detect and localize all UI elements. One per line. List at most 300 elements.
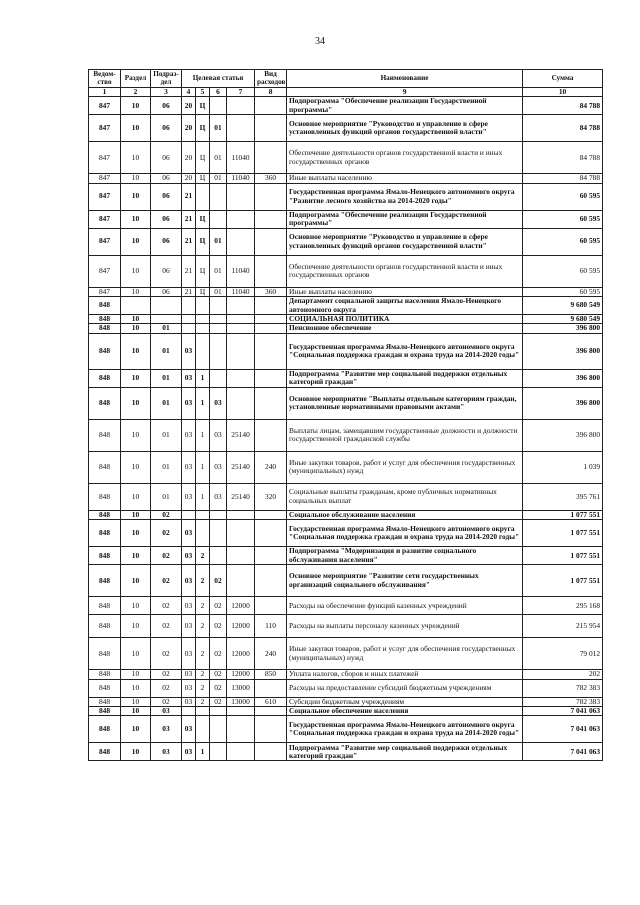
col-number: 2: [121, 87, 151, 96]
cell-target-1: 20: [182, 142, 196, 174]
cell-name: Расходы на обеспечение функций казенных учреждений: [287, 597, 523, 615]
col-number: 9: [287, 87, 523, 96]
cell-target-4: [227, 565, 255, 597]
cell-ved: 848: [89, 451, 121, 483]
cell-target-4: 13000: [227, 679, 255, 697]
cell-podrazdel: 03: [151, 716, 182, 743]
cell-sum: 396 800: [523, 387, 603, 419]
cell-sum: 60 595: [523, 287, 603, 296]
cell-vid: [255, 565, 287, 597]
cell-name: Субсидии бюджетным учреждениям: [287, 697, 523, 706]
cell-target-1: 03: [182, 716, 196, 743]
col-number: 1: [89, 87, 121, 96]
cell-sum: 60 595: [523, 255, 603, 287]
cell-target-2: [196, 707, 210, 716]
cell-target-3: 02: [210, 597, 227, 615]
cell-razdel: 10: [121, 565, 151, 597]
cell-ved: 848: [89, 520, 121, 547]
cell-target-4: [227, 97, 255, 115]
table-row: [89, 228, 603, 255]
cell-razdel: 10: [121, 369, 151, 387]
cell-vid: [255, 210, 287, 228]
cell-name: Обеспечение деятельности органов государственной власти и иных государственных органов: [287, 142, 523, 174]
cell-podrazdel: 02: [151, 565, 182, 597]
cell-target-4: [227, 547, 255, 565]
cell-podrazdel: 06: [151, 183, 182, 210]
col-number: 7: [227, 87, 255, 96]
cell-name: Подпрограмма "Модернизация и развитие социального обслуживания населения": [287, 547, 523, 565]
budget-table: [88, 69, 603, 761]
cell-target-1: 03: [182, 638, 196, 670]
cell-ved: 848: [89, 315, 121, 324]
table-row: [89, 287, 603, 296]
cell-target-1: 03: [182, 679, 196, 697]
cell-vid: [255, 387, 287, 419]
cell-target-4: 13000: [227, 697, 255, 706]
cell-target-1: 21: [182, 183, 196, 210]
cell-razdel: 10: [121, 547, 151, 565]
cell-target-4: [227, 297, 255, 315]
cell-sum: 295 168: [523, 597, 603, 615]
cell-target-3: 01: [210, 174, 227, 183]
cell-vid: [255, 115, 287, 142]
cell-sum: 84 788: [523, 97, 603, 115]
table-row: [89, 697, 603, 706]
cell-target-4: 25140: [227, 419, 255, 451]
cell-target-3: [210, 743, 227, 761]
page-number: 34: [315, 36, 325, 47]
cell-target-4: 11040: [227, 255, 255, 287]
cell-target-3: 03: [210, 451, 227, 483]
cell-name: Основное мероприятие "Развитие сети государственных организаций социального обслуживания": [287, 565, 523, 597]
cell-podrazdel: [151, 297, 182, 315]
table-row: [89, 743, 603, 761]
cell-ved: 848: [89, 565, 121, 597]
cell-name: Иные выплаты населению: [287, 287, 523, 296]
cell-name: Обеспечение деятельности органов государственной власти и иных государственных органов: [287, 255, 523, 287]
cell-target-4: 11040: [227, 174, 255, 183]
cell-target-3: 02: [210, 565, 227, 597]
cell-target-3: 03: [210, 483, 227, 510]
cell-target-3: 02: [210, 615, 227, 638]
table-row: [89, 510, 603, 519]
cell-podrazdel: 06: [151, 115, 182, 142]
cell-ved: 848: [89, 597, 121, 615]
cell-target-2: 2: [196, 679, 210, 697]
cell-sum: 396 800: [523, 369, 603, 387]
cell-target-3: 02: [210, 670, 227, 679]
cell-podrazdel: 03: [151, 707, 182, 716]
cell-razdel: 10: [121, 228, 151, 255]
cell-target-3: [210, 547, 227, 565]
table-row: [89, 333, 603, 369]
cell-razdel: 10: [121, 287, 151, 296]
table-row: [89, 115, 603, 142]
table-row: [89, 638, 603, 670]
cell-ved: 848: [89, 297, 121, 315]
cell-vid: [255, 324, 287, 333]
cell-target-1: 20: [182, 97, 196, 115]
cell-vid: [255, 716, 287, 743]
table-row: [89, 324, 603, 333]
cell-target-3: 01: [210, 255, 227, 287]
cell-sum: 202: [523, 670, 603, 679]
cell-razdel: 10: [121, 255, 151, 287]
cell-ved: 848: [89, 743, 121, 761]
cell-razdel: 10: [121, 142, 151, 174]
cell-target-4: [227, 210, 255, 228]
cell-ved: 847: [89, 97, 121, 115]
cell-razdel: 10: [121, 483, 151, 510]
cell-razdel: 10: [121, 597, 151, 615]
header-vid: Вид расходов: [255, 70, 287, 88]
cell-target-1: 03: [182, 565, 196, 597]
cell-sum: 60 595: [523, 210, 603, 228]
cell-name: Иные закупки товаров, работ и услуг для обеспечения государственных (муниципальных) нужд: [287, 638, 523, 670]
cell-vid: 360: [255, 287, 287, 296]
cell-target-1: 03: [182, 615, 196, 638]
cell-vid: 850: [255, 670, 287, 679]
cell-name: Государственная программа Ямало-Ненецкого автономного округа "Развитие лесного хозяйства на 2014-2020 годы": [287, 183, 523, 210]
table-row: [89, 387, 603, 419]
table-body: [89, 97, 603, 761]
cell-target-4: [227, 369, 255, 387]
cell-razdel: 10: [121, 743, 151, 761]
cell-target-3: [210, 183, 227, 210]
cell-target-4: [227, 716, 255, 743]
cell-ved: 848: [89, 707, 121, 716]
cell-target-4: 12000: [227, 597, 255, 615]
cell-razdel: 10: [121, 210, 151, 228]
cell-target-1: [182, 324, 196, 333]
cell-sum: 7 041 063: [523, 707, 603, 716]
cell-name: Государственная программа Ямало-Ненецкого автономного округа "Социальная поддержка граждан и охрана труда на 2014-2020 годы": [287, 520, 523, 547]
cell-sum: 84 788: [523, 115, 603, 142]
header-sum: Сумма: [523, 70, 603, 88]
cell-target-3: [210, 520, 227, 547]
table-row: [89, 451, 603, 483]
cell-target-1: 21: [182, 287, 196, 296]
cell-podrazdel: 02: [151, 679, 182, 697]
cell-ved: 848: [89, 697, 121, 706]
cell-sum: 84 788: [523, 174, 603, 183]
cell-target-2: [196, 315, 210, 324]
cell-target-2: [196, 183, 210, 210]
col-number: 5: [196, 87, 210, 96]
cell-target-2: [196, 297, 210, 315]
table-row: [89, 315, 603, 324]
cell-target-1: 20: [182, 115, 196, 142]
cell-target-4: [227, 333, 255, 369]
cell-target-3: [210, 333, 227, 369]
cell-ved: 848: [89, 670, 121, 679]
cell-target-4: 25140: [227, 483, 255, 510]
cell-razdel: 10: [121, 679, 151, 697]
cell-vid: 320: [255, 483, 287, 510]
cell-target-4: 12000: [227, 670, 255, 679]
cell-target-1: 21: [182, 228, 196, 255]
cell-vid: 110: [255, 615, 287, 638]
cell-sum: 1 077 551: [523, 565, 603, 597]
cell-target-1: 03: [182, 369, 196, 387]
cell-razdel: 10: [121, 520, 151, 547]
cell-target-2: Ц: [196, 255, 210, 287]
cell-sum: 1 077 551: [523, 520, 603, 547]
cell-target-3: [210, 324, 227, 333]
cell-target-3: [210, 97, 227, 115]
cell-podrazdel: 01: [151, 324, 182, 333]
col-number: 3: [151, 87, 182, 96]
cell-target-2: 1: [196, 369, 210, 387]
table-row: [89, 565, 603, 597]
table-row: [89, 297, 603, 315]
cell-ved: 848: [89, 679, 121, 697]
cell-podrazdel: 02: [151, 547, 182, 565]
cell-razdel: 10: [121, 716, 151, 743]
col-number: 4: [182, 87, 196, 96]
cell-name: Иные закупки товаров, работ и услуг для обеспечения государственных (муниципальных) нужд: [287, 451, 523, 483]
cell-target-2: 2: [196, 597, 210, 615]
cell-razdel: 10: [121, 387, 151, 419]
cell-ved: 847: [89, 228, 121, 255]
cell-razdel: [121, 297, 151, 315]
cell-sum: 84 788: [523, 142, 603, 174]
cell-target-3: 03: [210, 419, 227, 451]
cell-ved: 847: [89, 183, 121, 210]
cell-razdel: 10: [121, 115, 151, 142]
cell-target-2: Ц: [196, 287, 210, 296]
cell-podrazdel: 02: [151, 597, 182, 615]
cell-sum: 60 595: [523, 183, 603, 210]
table-row: [89, 142, 603, 174]
cell-target-2: 2: [196, 547, 210, 565]
cell-target-1: 21: [182, 255, 196, 287]
cell-name: Государственная программа Ямало-Ненецкого автономного округа "Социальная поддержка граждан и охрана труда на 2014-2020 годы": [287, 716, 523, 743]
cell-target-2: 2: [196, 615, 210, 638]
cell-vid: [255, 297, 287, 315]
col-number: 8: [255, 87, 287, 96]
cell-name: Подпрограмма "Обеспечение реализации Государственной программы": [287, 210, 523, 228]
cell-vid: [255, 333, 287, 369]
cell-vid: [255, 743, 287, 761]
cell-target-2: Ц: [196, 142, 210, 174]
table-row: [89, 210, 603, 228]
cell-sum: 395 761: [523, 483, 603, 510]
table-row: [89, 174, 603, 183]
cell-sum: 396 800: [523, 333, 603, 369]
cell-ved: 848: [89, 324, 121, 333]
cell-target-3: [210, 297, 227, 315]
cell-razdel: 10: [121, 97, 151, 115]
cell-name: Уплата налогов, сборов и иных платежей: [287, 670, 523, 679]
cell-target-3: [210, 716, 227, 743]
table-row: [89, 670, 603, 679]
cell-ved: 848: [89, 510, 121, 519]
cell-podrazdel: 06: [151, 174, 182, 183]
cell-target-1: 03: [182, 520, 196, 547]
cell-target-3: 01: [210, 228, 227, 255]
cell-vid: [255, 142, 287, 174]
cell-vid: [255, 315, 287, 324]
cell-target-4: [227, 510, 255, 519]
cell-target-3: 02: [210, 638, 227, 670]
cell-target-1: 03: [182, 419, 196, 451]
cell-target-1: 20: [182, 174, 196, 183]
table-row: [89, 183, 603, 210]
table-row: [89, 597, 603, 615]
table-row: [89, 716, 603, 743]
cell-target-4: [227, 387, 255, 419]
cell-podrazdel: 01: [151, 483, 182, 510]
cell-razdel: 10: [121, 510, 151, 519]
cell-podrazdel: 02: [151, 697, 182, 706]
cell-podrazdel: 02: [151, 510, 182, 519]
cell-target-2: Ц: [196, 97, 210, 115]
table-row: [89, 483, 603, 510]
cell-razdel: 10: [121, 324, 151, 333]
cell-target-1: 03: [182, 743, 196, 761]
cell-podrazdel: 02: [151, 615, 182, 638]
cell-podrazdel: 01: [151, 387, 182, 419]
cell-sum: 79 012: [523, 638, 603, 670]
cell-ved: 847: [89, 287, 121, 296]
cell-name: Подпрограмма "Обеспечение реализации Государственной программы": [287, 97, 523, 115]
cell-name: Основное мероприятие "Выплаты отдельным категориям граждан, установленные нормативными правовыми актами": [287, 387, 523, 419]
cell-podrazdel: 06: [151, 228, 182, 255]
cell-razdel: 10: [121, 697, 151, 706]
cell-razdel: 10: [121, 333, 151, 369]
cell-target-4: 11040: [227, 142, 255, 174]
cell-razdel: 10: [121, 707, 151, 716]
table-row: [89, 97, 603, 115]
cell-ved: 847: [89, 142, 121, 174]
cell-vid: [255, 707, 287, 716]
cell-vid: [255, 419, 287, 451]
cell-sum: 7 041 063: [523, 716, 603, 743]
cell-podrazdel: 02: [151, 520, 182, 547]
cell-ved: 847: [89, 255, 121, 287]
cell-ved: 848: [89, 387, 121, 419]
cell-ved: 847: [89, 174, 121, 183]
cell-target-3: [210, 707, 227, 716]
cell-target-3: [210, 210, 227, 228]
cell-vid: [255, 547, 287, 565]
header-ved: Ведом-ство: [89, 70, 121, 88]
col-number: 6: [210, 87, 227, 96]
table-row: [89, 615, 603, 638]
cell-target-2: 1: [196, 419, 210, 451]
cell-name: Государственная программа Ямало-Ненецкого автономного округа "Социальная поддержка граждан и охрана труда на 2014-2020 годы": [287, 333, 523, 369]
cell-name: Основное мероприятие "Руководство и управление в сфере установленных функций органов государственной власти": [287, 115, 523, 142]
table-row: [89, 547, 603, 565]
cell-target-2: 2: [196, 670, 210, 679]
cell-name: Подпрограмма "Развитие мер социальной поддержки отдельных категорий граждан": [287, 743, 523, 761]
cell-target-3: 03: [210, 387, 227, 419]
cell-target-4: [227, 115, 255, 142]
cell-target-1: [182, 707, 196, 716]
cell-target-2: Ц: [196, 228, 210, 255]
cell-podrazdel: 01: [151, 369, 182, 387]
cell-target-2: Ц: [196, 174, 210, 183]
cell-target-3: 02: [210, 697, 227, 706]
cell-ved: 847: [89, 115, 121, 142]
table-row: [89, 255, 603, 287]
cell-target-4: 25140: [227, 451, 255, 483]
cell-vid: [255, 597, 287, 615]
cell-podrazdel: 06: [151, 287, 182, 296]
cell-target-3: [210, 315, 227, 324]
cell-sum: 9 680 549: [523, 297, 603, 315]
cell-name: Пенсионное обеспечение: [287, 324, 523, 333]
cell-vid: 360: [255, 174, 287, 183]
cell-target-4: [227, 315, 255, 324]
header-row: [89, 70, 603, 88]
cell-ved: 848: [89, 716, 121, 743]
col-number: 10: [523, 87, 603, 96]
cell-podrazdel: 02: [151, 670, 182, 679]
cell-target-4: 12000: [227, 638, 255, 670]
cell-name: Выплаты лицам, замещавшим государственные должности и должности государственной гражданской службы: [287, 419, 523, 451]
cell-vid: [255, 255, 287, 287]
cell-target-1: 03: [182, 547, 196, 565]
cell-target-2: 2: [196, 697, 210, 706]
cell-target-2: Ц: [196, 115, 210, 142]
cell-target-2: [196, 324, 210, 333]
cell-target-2: [196, 333, 210, 369]
cell-target-4: [227, 707, 255, 716]
cell-sum: 782 383: [523, 679, 603, 697]
cell-target-2: [196, 510, 210, 519]
cell-podrazdel: 06: [151, 210, 182, 228]
cell-podrazdel: 03: [151, 743, 182, 761]
cell-ved: 848: [89, 483, 121, 510]
cell-sum: 1 077 551: [523, 547, 603, 565]
cell-sum: 396 800: [523, 419, 603, 451]
column-number-row: [89, 87, 603, 96]
cell-razdel: 10: [121, 451, 151, 483]
cell-target-2: [196, 520, 210, 547]
cell-target-1: 03: [182, 333, 196, 369]
cell-sum: 1 077 551: [523, 510, 603, 519]
table-row: [89, 707, 603, 716]
cell-name: Иные выплаты населению: [287, 174, 523, 183]
table-row: [89, 369, 603, 387]
cell-target-2: 1: [196, 743, 210, 761]
cell-razdel: 10: [121, 615, 151, 638]
cell-target-3: 01: [210, 287, 227, 296]
header-razdel: Раздел: [121, 70, 151, 88]
cell-sum: 215 954: [523, 615, 603, 638]
cell-ved: 847: [89, 210, 121, 228]
header-name: Наименование: [287, 70, 523, 88]
cell-vid: 240: [255, 451, 287, 483]
cell-podrazdel: 01: [151, 451, 182, 483]
cell-name: Расходы на предоставление субсидий бюджетным учреждениям: [287, 679, 523, 697]
cell-ved: 848: [89, 419, 121, 451]
cell-ved: 848: [89, 638, 121, 670]
cell-target-4: 11040: [227, 287, 255, 296]
cell-razdel: 10: [121, 183, 151, 210]
cell-vid: [255, 228, 287, 255]
cell-vid: [255, 369, 287, 387]
cell-name: СОЦИАЛЬНАЯ ПОЛИТИКА: [287, 315, 523, 324]
cell-target-1: 03: [182, 597, 196, 615]
cell-sum: 7 041 063: [523, 743, 603, 761]
cell-name: Социальное обеспечение населения: [287, 707, 523, 716]
cell-target-2: 1: [196, 387, 210, 419]
cell-vid: [255, 520, 287, 547]
cell-podrazdel: [151, 315, 182, 324]
